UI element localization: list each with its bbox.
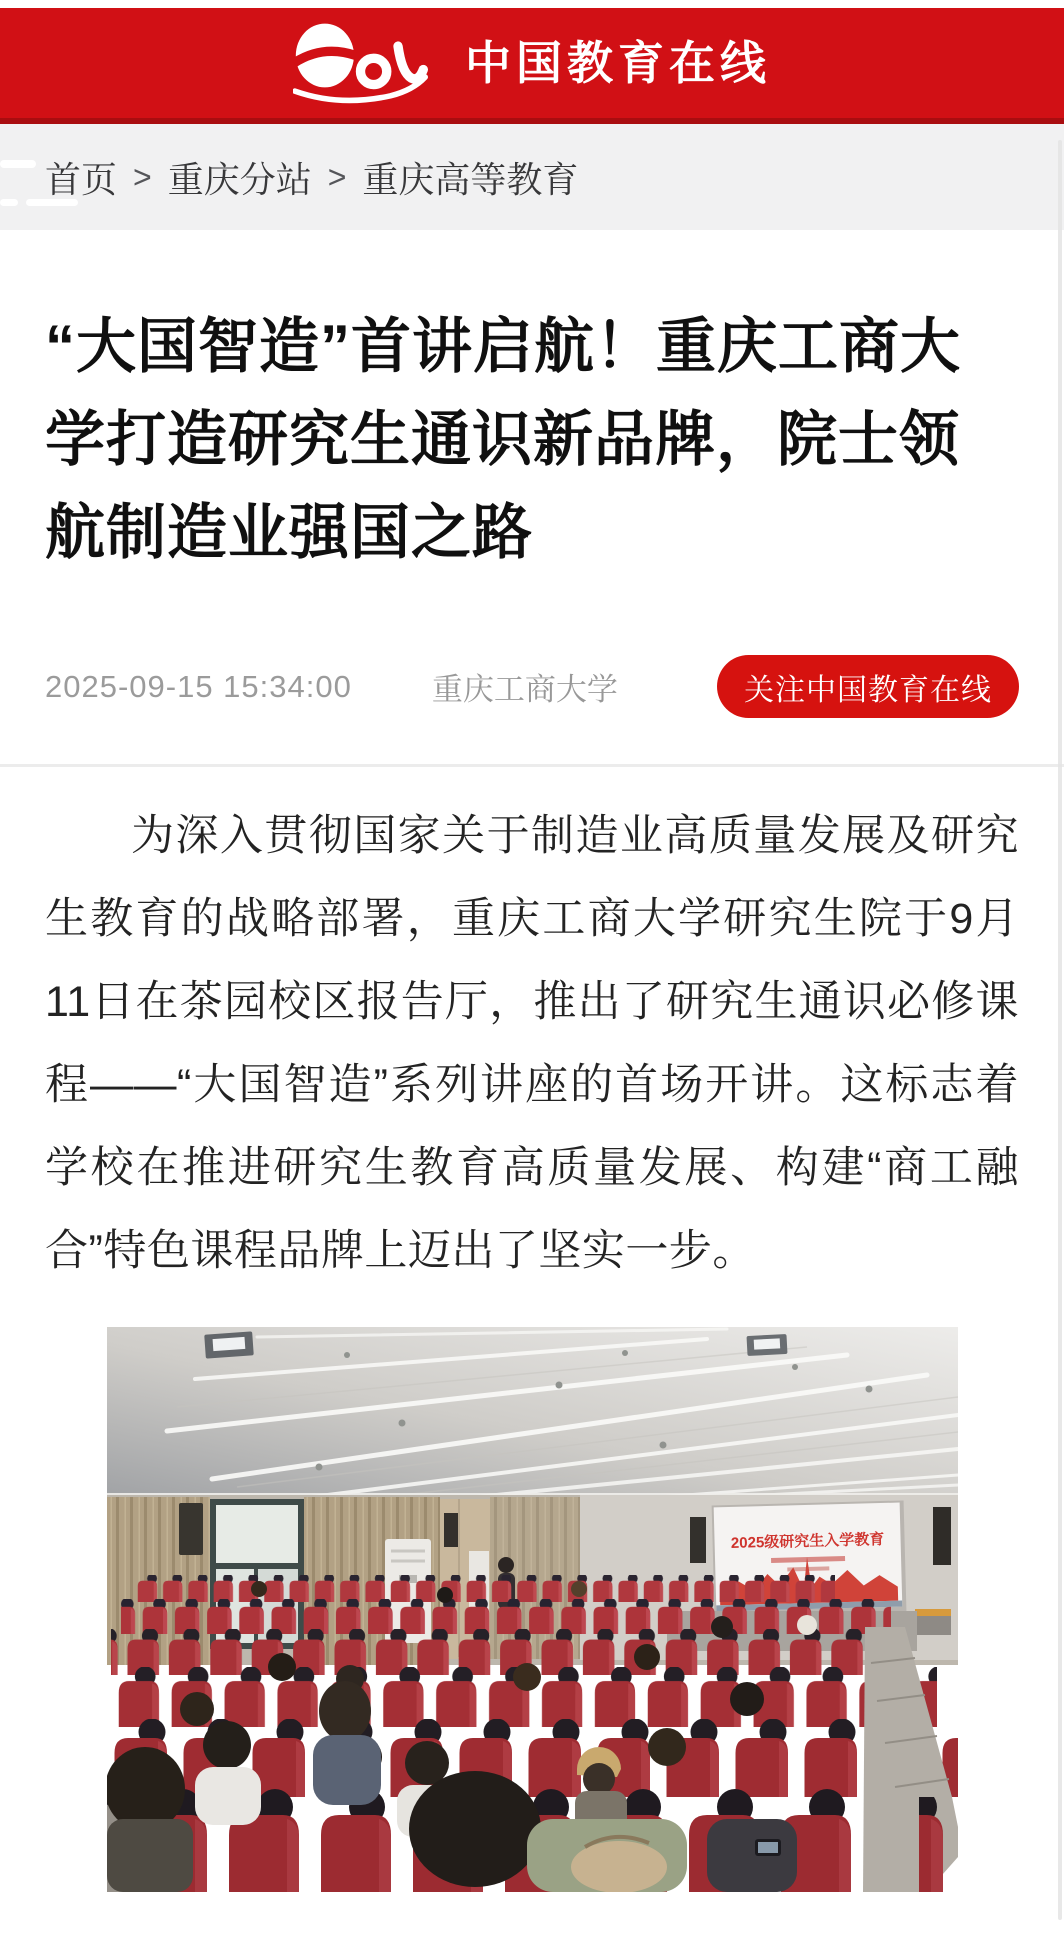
breadcrumb-separator: > [133,158,152,195]
follow-button[interactable]: 关注中国教育在线 [717,655,1019,718]
lecture-hall-illustration [107,1327,958,1892]
article-source[interactable]: 重庆工商大学 [431,672,618,707]
article-photo [107,1327,958,1892]
site-header [0,8,1064,124]
breadcrumb-separator: > [327,158,347,195]
breadcrumb-marker [0,199,18,206]
speaker-box [444,1513,458,1547]
article-meta [45,655,1019,718]
breadcrumb-marker [26,199,78,206]
breadcrumb [0,124,1064,230]
eol-logo-icon [293,17,443,109]
av-cabinet [915,1609,951,1635]
breadcrumb-chongqing-higher-ed[interactable]: 重庆高等教育 [362,158,579,200]
speaker-box [933,1507,951,1565]
article-paragraph: 为深入贯彻国家关于制造业高质量发展及研究生教育的战略部署，重庆工商大学研究生院于9月11日在茶园校区报告厅，推出了研究生通识必修课程——“大国智造”系列讲座的首场开讲。这标志着学校在推进研究生教育高质量发展、构建“商工融合”特色课程品牌上迈出了坚实一步。 [45,812,1019,1275]
speaker-box [179,1503,203,1555]
scrollbar[interactable] [1058,140,1062,1920]
ceiling [107,1327,958,1503]
article-body [0,300,1064,1892]
section-divider [0,764,1064,767]
speaker-box [690,1517,706,1563]
breadcrumb-branch-chongqing[interactable]: 重庆分站 [167,158,312,200]
top-white-strip [0,0,1064,8]
slide-title: 2025级研究生入学教育 [730,1530,884,1552]
publish-time: 2025-09-15 15:34:00 [45,668,352,704]
article-title: “大国智造”首讲启航！重庆工商大学打造研究生通识新品牌，院士领航制造业强国之路 [45,313,961,566]
site-name: 中国教育在线 [465,37,771,89]
breadcrumb-marker [0,160,36,168]
breadcrumb-home[interactable]: 首页 [45,158,118,200]
site-logo[interactable] [293,17,771,109]
